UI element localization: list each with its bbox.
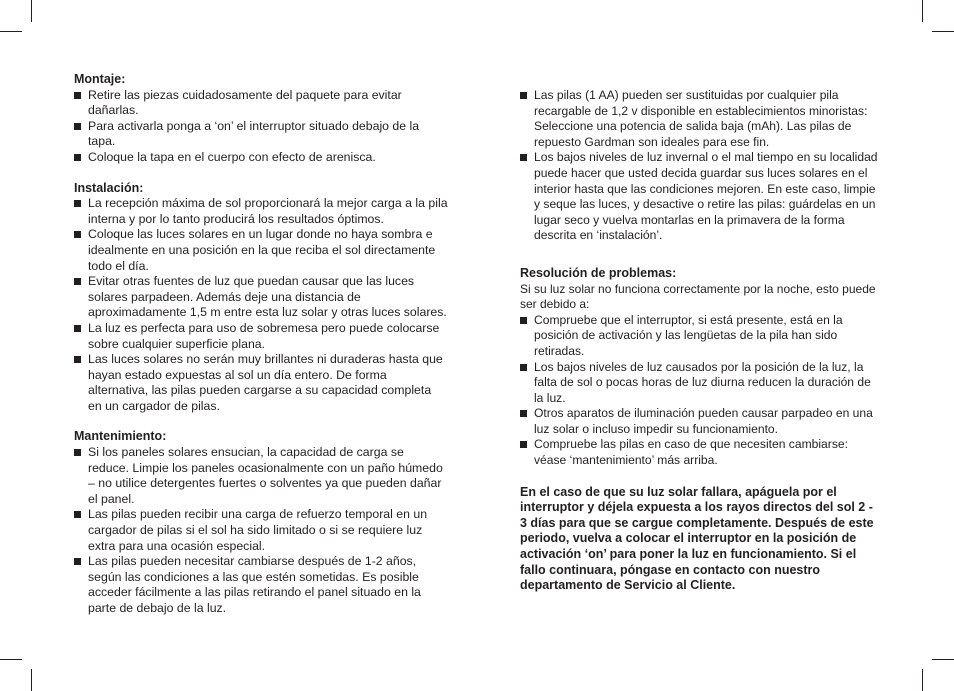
list-item: Los bajos niveles de luz causados por la posición de la luz, la falta de sol o pocas horas de luz diurna reducen la duración de la luz. <box>520 360 878 407</box>
list-item: Coloque las luces solares en un lugar donde no haya sombra e idealmente en una posición en la que reciba el sol directamente todo el día. <box>74 227 448 274</box>
list-item: Retire las piezas cuidadosamente del paquete para evitar dañarlas. <box>74 88 448 119</box>
section-montaje <box>74 72 448 166</box>
left-column <box>74 72 448 632</box>
list-item: Las luces solares no serán muy brillantes ni duraderas hasta que hayan estado expuestas al sol un día entero. De forma alternativa, las pilas pueden cargarse a su capacidad completa en un cargador de pilas. <box>74 352 448 414</box>
list-item: Coloque la tapa en el cuerpo con efecto de arenisca. <box>74 150 448 166</box>
crop-mark <box>922 669 923 691</box>
crop-mark <box>31 669 32 691</box>
section-heading: Mantenimiento: <box>74 429 167 444</box>
crop-mark <box>922 0 923 22</box>
crop-mark <box>932 31 954 32</box>
list-item: Las pilas pueden recibir una carga de refuerzo temporal en un cargador de pilas si el sol ha sido limitado o si se requiere luz extra para una ocasión especial. <box>74 507 448 554</box>
list-item: La luz es perfecta para uso de sobremesa pero puede colocarse sobre cualquier superficie plana. <box>74 321 448 352</box>
crop-mark <box>31 0 32 22</box>
crop-mark <box>0 659 22 660</box>
closing-note: En el caso de que su luz solar fallara, apáguela por el interruptor y déjela expuesta a los rayos directos del sol 2 - 3 días para que se cargue completamente. Después de este periodo, vuelva a colocar el interruptor en la posición de activación ‘on’ para poner la luz en funcionamiento. Si el fallo continuara, póngase en contacto con nuestro departamento de Servicio al Cliente. <box>520 484 874 593</box>
section-instalacion <box>74 181 448 415</box>
list-item: La recepción máxima de sol proporcionará la mejor carga a la pila interna y por lo tanto producirá los resultados óptimos. <box>74 196 448 227</box>
pilas-list <box>520 88 878 244</box>
list-item: Para activarla ponga a ‘on’ el interruptor situado debajo de la tapa. <box>74 119 448 150</box>
list-item: Compruebe que el interruptor, si está presente, está en la posición de activación y las lengüetas de la pila han sido retiradas. <box>520 313 878 360</box>
right-column <box>520 88 878 594</box>
section-heading: Montaje: <box>74 72 126 86</box>
section-pilas <box>520 88 878 244</box>
instalacion-list <box>74 196 448 414</box>
mantenimiento-list <box>74 445 448 617</box>
section-mantenimiento <box>74 429 448 616</box>
list-item: Los bajos niveles de luz invernal o el mal tiempo en su localidad puede hacer que usted decida guardar sus luces solares en el interior hasta que las condiciones mejoren. En este caso, limpie y seque las luces, y desactive o retire las pilas: guárdelas en un lugar seco y vuelva montarlas en la primavera de la forma descrita en ‘instalación’. <box>520 150 878 244</box>
list-item: Compruebe las pilas en caso de que necesiten cambiarse: véase ‘mantenimiento’ más arriba. <box>520 437 878 468</box>
section-heading: Resolución de problemas: <box>520 265 677 280</box>
list-item: Las pilas (1 AA) pueden ser sustituidas por cualquier pila recargable de 1,2 v disponible en establecimientos minoristas: Seleccione una potencia de salida baja (mAh). Las pilas de repuesto Gardman son ideales para ese fin. <box>520 88 878 150</box>
section-heading: Instalación: <box>74 180 144 195</box>
crop-mark <box>0 31 22 32</box>
resolucion-list <box>520 313 878 469</box>
list-item: Si los paneles solares ensucian, la capacidad de carga se reduce. Limpie los paneles ocasionalmente con un paño húmedo – no utilice detergentes fuertes o solventes ya que pueden dañar el panel. <box>74 445 448 507</box>
list-item: Evitar otras fuentes de luz que puedan causar que las luces solares parpadeen. Además deje una distancia de aproximadamente 1,5 m entre esta luz solar y otras luces solares. <box>74 274 448 321</box>
crop-mark <box>932 659 954 660</box>
montaje-list <box>74 88 448 166</box>
intro-text: Si su luz solar no funciona correctamente por la noche, esto puede ser debido a: <box>520 281 876 312</box>
list-item: Las pilas pueden necesitar cambiarse después de 1-2 años, según las condiciones a las que estén sometidas. Es posible acceder fácilmente a las pilas retirando el panel situado en la parte de debajo de la luz. <box>74 554 448 616</box>
list-item: Otros aparatos de iluminación pueden causar parpadeo en una luz solar o incluso impedir su funcionamiento. <box>520 406 878 437</box>
section-resolucion <box>520 266 878 469</box>
